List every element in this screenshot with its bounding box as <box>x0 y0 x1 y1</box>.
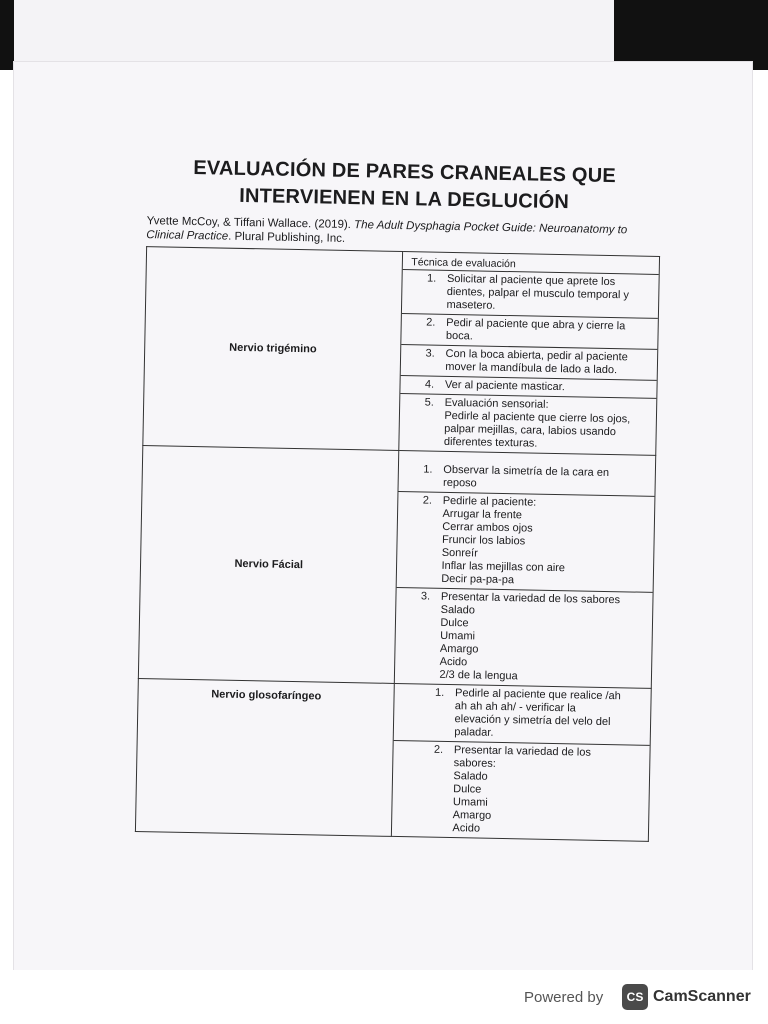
step-number: 5. <box>424 396 434 409</box>
step-line: Ver al paciente masticar. <box>444 378 565 394</box>
step-line: 2/3 de la lengua <box>439 668 518 683</box>
step-line: Acido <box>452 822 481 835</box>
step-line: Acido <box>439 655 468 669</box>
step-line: Amargo <box>439 642 479 656</box>
technique-cell <box>395 450 656 688</box>
nerve-row <box>138 446 655 689</box>
camscanner-name: CamScanner <box>653 988 751 1005</box>
step-line: mover la mandíbula de lado a lado. <box>445 360 618 377</box>
step-line: reposo <box>442 476 477 490</box>
step-line: masetero. <box>446 298 496 312</box>
step-line: Decir pa-pa-pa <box>441 572 515 587</box>
step-line: palpar mejillas, cara, labios usando <box>444 422 617 439</box>
citation <box>146 214 666 252</box>
step-line: Observar la simetría de la cara en <box>443 463 610 480</box>
step-text <box>446 317 654 347</box>
document-content <box>127 150 667 920</box>
step-line: Umami <box>452 796 488 809</box>
document-title <box>141 154 668 218</box>
step-text <box>444 397 653 453</box>
step-number: 1. <box>426 272 437 285</box>
nerve-row <box>135 679 651 842</box>
citation-publisher: . Plural Publishing, Inc. <box>228 230 346 245</box>
step-number: 3. <box>425 347 435 360</box>
cranial-nerves-table <box>135 246 660 842</box>
technique-step <box>402 270 658 319</box>
step-line: elevación y simetría del velo del <box>454 713 611 729</box>
step-number: 2. <box>433 743 444 756</box>
step-line: Solicitar al paciente que aprete los <box>446 272 616 289</box>
nerve-name: Nervio trigémino <box>143 247 403 451</box>
powered-by-label: Powered by <box>524 989 604 1006</box>
step-line: Dulce <box>453 783 482 796</box>
step-line: Pedirle al paciente: <box>442 494 537 509</box>
step-line: Salado <box>453 770 488 783</box>
step-line: Cerrar ambos ojos <box>442 520 533 535</box>
step-line: Inflar las mejillas con aire <box>441 559 566 575</box>
step-line: Amargo <box>452 809 492 822</box>
technique-step <box>394 684 651 746</box>
step-number: 4. <box>424 378 435 391</box>
step-line: Pedirle al paciente que cierre los ojos, <box>444 409 631 426</box>
step-number: 3. <box>420 590 431 603</box>
step-line: paladar. <box>454 726 494 739</box>
nerve-row <box>143 247 660 456</box>
step-text <box>445 379 653 396</box>
step-line: Pedirle al paciente que realice /ah <box>454 687 621 703</box>
step-text <box>441 495 650 590</box>
step-text <box>443 464 651 494</box>
citation-authors: Yvette McCoy, & Tiffani Wallace. (2019). <box>146 215 355 232</box>
step-number: 1. <box>434 686 445 699</box>
step-line: Con la boca abierta, pedir al paciente <box>445 347 628 364</box>
step-line: ah ah ah ah/ - verificar la <box>454 700 576 715</box>
technique-step <box>399 461 655 497</box>
title-line-1: EVALUACIÓN DE PARES CRANEALES QUE <box>193 156 617 188</box>
step-line: Presentar la variedad de los sabores <box>440 590 621 607</box>
step-line: boca. <box>445 329 473 343</box>
technique-step <box>392 741 649 841</box>
step-line: dientes, palpar el musculo temporal y <box>446 285 630 302</box>
step-line: Arrugar la frente <box>442 507 523 522</box>
step-text <box>439 591 648 686</box>
nerve-name: Nervio Fácial <box>138 446 399 684</box>
step-line: Umami <box>440 629 476 643</box>
step-line: Dulce <box>440 616 469 630</box>
step-line: Fruncir los labios <box>441 533 526 548</box>
citation-book-title: The Adult Dysphagia Pocket Guide: Neuroanatomy to Clinical Practice <box>146 219 628 243</box>
step-number: 1. <box>423 463 433 476</box>
technique-step <box>397 492 654 593</box>
nerve-name: Nervio glosofaríngeo <box>135 679 394 837</box>
step-number: 2. <box>422 494 433 507</box>
technique-cell <box>399 252 659 456</box>
step-line: Sonreír <box>441 546 478 560</box>
step-text <box>452 744 645 839</box>
step-line: sabores: <box>453 757 497 770</box>
technique-step <box>400 394 657 455</box>
technique-step <box>395 588 652 688</box>
step-number: 2. <box>426 316 436 329</box>
step-line: Evaluación sensorial: <box>444 396 549 411</box>
technique-step <box>401 345 657 381</box>
step-text <box>454 687 647 743</box>
technique-header: Técnica de evaluación <box>403 252 659 275</box>
step-text <box>446 273 654 316</box>
step-line: Salado <box>440 603 476 617</box>
step-line: diferentes texturas. <box>443 435 538 450</box>
step-line: Pedir al paciente que abra y cierre la <box>446 316 626 333</box>
title-line-2: INTERVIENEN EN LA DEGLUCIÓN <box>238 184 570 214</box>
step-text <box>445 348 653 378</box>
camscanner-logo-icon: CS <box>622 984 648 1010</box>
step-line: Presentar la variedad de los <box>453 744 592 759</box>
technique-cell <box>392 683 651 841</box>
technique-step <box>402 314 658 350</box>
